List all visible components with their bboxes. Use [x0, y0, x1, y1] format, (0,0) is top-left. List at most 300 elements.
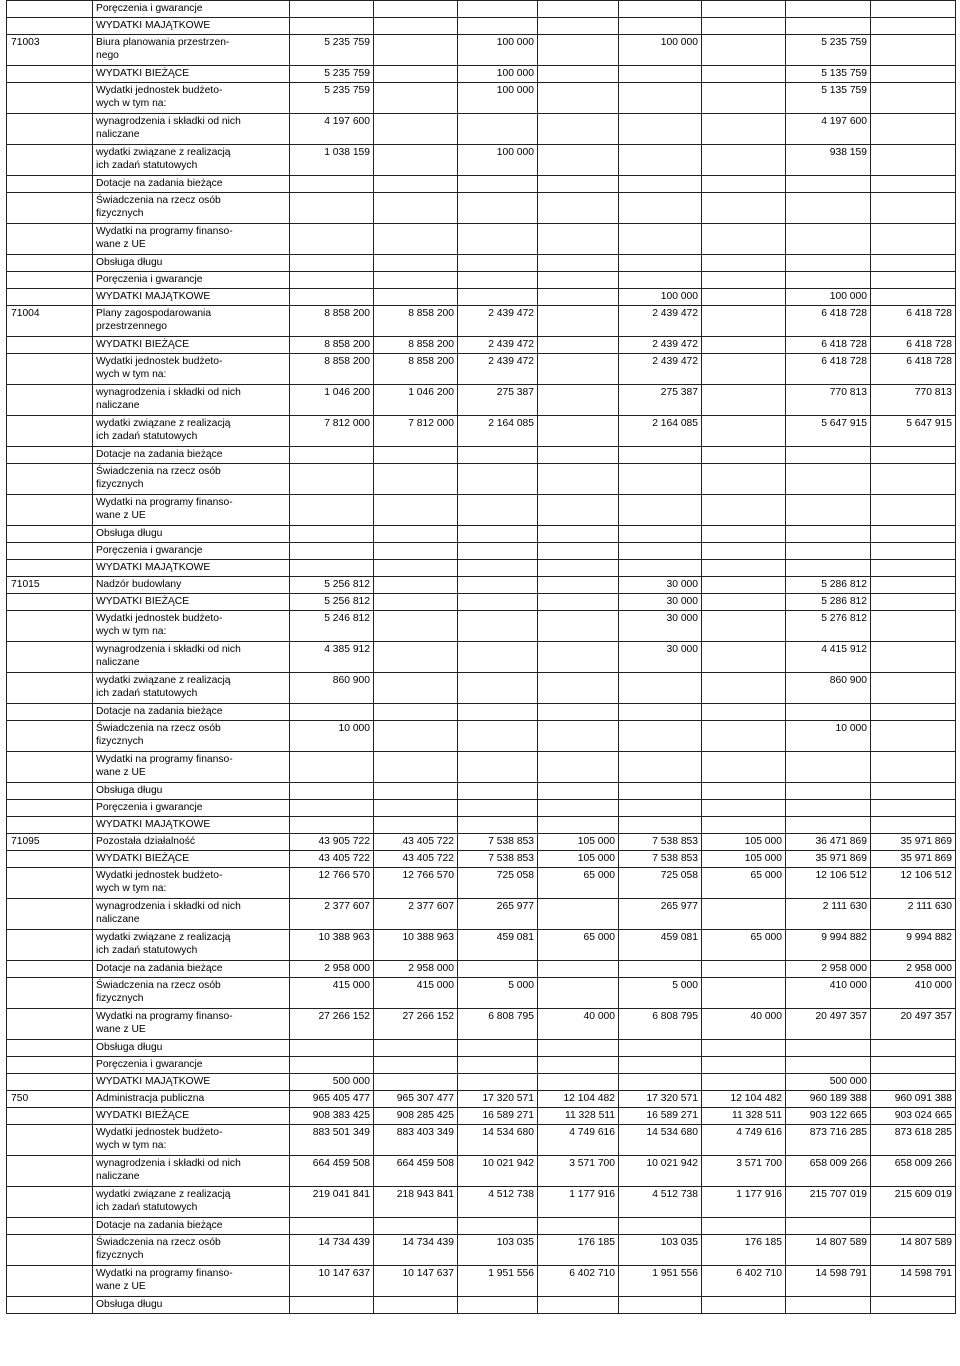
amount-cell — [786, 1218, 871, 1235]
amount-cell: 2 439 472 — [458, 337, 538, 354]
amount-cell: 65 000 — [702, 930, 786, 961]
amount-cell — [538, 289, 619, 306]
amount-cell — [702, 354, 786, 385]
amount-cell: 873 716 285 — [786, 1125, 871, 1156]
table-row — [7, 464, 956, 495]
row-label: wydatki związane z realizacją ich zadań statutowych — [93, 930, 290, 961]
amount-cell — [374, 721, 458, 752]
row-label: WYDATKI MAJĄTKOWE — [93, 289, 290, 306]
amount-cell — [290, 752, 374, 783]
amount-cell: 100 000 — [619, 35, 702, 66]
row-label: Świadczenia na rzecz osób fizycznych — [93, 978, 290, 1009]
amount-cell — [290, 224, 374, 255]
row-label: wydatki związane z realizacją ich zadań statutowych — [93, 673, 290, 704]
amount-cell — [538, 704, 619, 721]
amount-cell: 658 009 266 — [871, 1156, 956, 1187]
amount-cell — [871, 800, 956, 817]
amount-cell — [538, 577, 619, 594]
amount-cell: 6 402 710 — [702, 1266, 786, 1297]
amount-cell — [290, 543, 374, 560]
row-label: WYDATKI BIEŻĄCE — [93, 594, 290, 611]
section-code: 71004 — [7, 306, 93, 337]
amount-cell: 65 000 — [538, 930, 619, 961]
amount-cell — [786, 272, 871, 289]
row-label: wynagrodzenia i składki od nich naliczane — [93, 1156, 290, 1187]
table-row — [7, 543, 956, 560]
amount-cell: 14 534 680 — [458, 1125, 538, 1156]
amount-cell — [458, 721, 538, 752]
amount-cell: 2 377 607 — [374, 899, 458, 930]
amount-cell — [538, 224, 619, 255]
budget-table-body — [7, 1, 956, 1314]
table-row — [7, 114, 956, 145]
amount-cell — [458, 1040, 538, 1057]
amount-cell — [702, 83, 786, 114]
row-label: Poręczenia i gwarancje — [93, 543, 290, 560]
amount-cell — [290, 1218, 374, 1235]
table-row — [7, 1057, 956, 1074]
amount-cell: 11 328 511 — [538, 1108, 619, 1125]
section-code — [7, 145, 93, 176]
amount-cell: 5 235 759 — [290, 83, 374, 114]
row-label: Wydatki na programy finanso- wane z UE — [93, 1009, 290, 1040]
amount-cell — [702, 961, 786, 978]
amount-cell: 9 994 882 — [871, 930, 956, 961]
amount-cell: 5 286 812 — [786, 594, 871, 611]
amount-cell — [538, 1074, 619, 1091]
amount-cell: 2 958 000 — [786, 961, 871, 978]
amount-cell: 10 021 942 — [458, 1156, 538, 1187]
row-label: wynagrodzenia i składki od nich naliczane — [93, 385, 290, 416]
row-label: Nadzór budowlany — [93, 577, 290, 594]
amount-cell — [619, 255, 702, 272]
amount-cell — [702, 145, 786, 176]
amount-cell — [871, 114, 956, 145]
amount-cell — [374, 83, 458, 114]
amount-cell — [458, 752, 538, 783]
table-row — [7, 18, 956, 35]
amount-cell — [871, 1074, 956, 1091]
amount-cell: 410 000 — [786, 978, 871, 1009]
table-row — [7, 145, 956, 176]
table-row — [7, 354, 956, 385]
section-code — [7, 1074, 93, 1091]
amount-cell: 265 977 — [619, 899, 702, 930]
amount-cell: 12 766 570 — [374, 868, 458, 899]
amount-cell — [702, 255, 786, 272]
amount-cell — [619, 66, 702, 83]
amount-cell — [702, 385, 786, 416]
amount-cell: 4 512 738 — [619, 1187, 702, 1218]
amount-cell: 5 235 759 — [786, 35, 871, 66]
row-label: Plany zagospodarowania przestrzennego — [93, 306, 290, 337]
table-row — [7, 834, 956, 851]
amount-cell — [871, 289, 956, 306]
section-code — [7, 752, 93, 783]
table-row — [7, 447, 956, 464]
amount-cell: 30 000 — [619, 642, 702, 673]
amount-cell — [538, 272, 619, 289]
table-row — [7, 66, 956, 83]
table-row — [7, 193, 956, 224]
amount-cell: 2 164 085 — [458, 416, 538, 447]
row-label: Świadczenia na rzecz osób fizycznych — [93, 193, 290, 224]
amount-cell — [619, 1218, 702, 1235]
table-row — [7, 1091, 956, 1108]
amount-cell — [374, 18, 458, 35]
amount-cell — [290, 783, 374, 800]
amount-cell — [871, 447, 956, 464]
amount-cell: 2 439 472 — [458, 306, 538, 337]
amount-cell — [374, 611, 458, 642]
amount-cell — [538, 337, 619, 354]
row-label: wydatki związane z realizacją ich zadań statutowych — [93, 1187, 290, 1218]
amount-cell: 6 418 728 — [871, 354, 956, 385]
amount-cell: 14 734 439 — [374, 1235, 458, 1266]
amount-cell: 6 418 728 — [786, 306, 871, 337]
section-code — [7, 176, 93, 193]
amount-cell — [619, 800, 702, 817]
amount-cell — [871, 1297, 956, 1314]
amount-cell — [619, 526, 702, 543]
amount-cell — [374, 66, 458, 83]
amount-cell: 105 000 — [538, 851, 619, 868]
amount-cell: 10 000 — [290, 721, 374, 752]
table-row — [7, 416, 956, 447]
section-code: 71015 — [7, 577, 93, 594]
amount-cell — [458, 560, 538, 577]
amount-cell — [538, 35, 619, 66]
amount-cell: 6 808 795 — [619, 1009, 702, 1040]
amount-cell — [458, 193, 538, 224]
amount-cell: 2 377 607 — [290, 899, 374, 930]
amount-cell: 960 091 388 — [871, 1091, 956, 1108]
amount-cell: 100 000 — [619, 289, 702, 306]
table-row — [7, 800, 956, 817]
amount-cell — [458, 704, 538, 721]
amount-cell: 908 383 425 — [290, 1108, 374, 1125]
amount-cell — [290, 817, 374, 834]
amount-cell — [702, 35, 786, 66]
amount-cell: 5 135 759 — [786, 66, 871, 83]
amount-cell: 7 538 853 — [619, 834, 702, 851]
amount-cell — [702, 1297, 786, 1314]
table-row — [7, 1040, 956, 1057]
amount-cell — [619, 1074, 702, 1091]
amount-cell — [538, 255, 619, 272]
amount-cell — [458, 673, 538, 704]
amount-cell: 14 598 791 — [871, 1266, 956, 1297]
amount-cell: 2 111 630 — [871, 899, 956, 930]
table-row — [7, 577, 956, 594]
amount-cell — [786, 193, 871, 224]
table-row — [7, 817, 956, 834]
amount-cell: 7 812 000 — [290, 416, 374, 447]
section-code — [7, 1266, 93, 1297]
amount-cell: 7 538 853 — [619, 851, 702, 868]
amount-cell — [538, 611, 619, 642]
amount-cell: 4 749 616 — [538, 1125, 619, 1156]
amount-cell: 5 647 915 — [871, 416, 956, 447]
amount-cell — [702, 899, 786, 930]
row-label: WYDATKI BIEŻĄCE — [93, 851, 290, 868]
amount-cell — [538, 1297, 619, 1314]
amount-cell — [458, 18, 538, 35]
amount-cell — [374, 224, 458, 255]
amount-cell — [702, 543, 786, 560]
section-code — [7, 817, 93, 834]
amount-cell — [702, 642, 786, 673]
amount-cell — [619, 145, 702, 176]
amount-cell — [290, 193, 374, 224]
amount-cell: 1 951 556 — [619, 1266, 702, 1297]
amount-cell: 10 147 637 — [290, 1266, 374, 1297]
amount-cell: 7 812 000 — [374, 416, 458, 447]
amount-cell: 4 415 912 — [786, 642, 871, 673]
section-code — [7, 193, 93, 224]
amount-cell — [702, 704, 786, 721]
amount-cell — [786, 447, 871, 464]
section-code — [7, 1057, 93, 1074]
amount-cell: 4 197 600 — [290, 114, 374, 145]
amount-cell: 2 958 000 — [374, 961, 458, 978]
amount-cell — [871, 642, 956, 673]
table-row — [7, 1156, 956, 1187]
amount-cell — [619, 721, 702, 752]
table-row — [7, 35, 956, 66]
amount-cell: 100 000 — [458, 83, 538, 114]
amount-cell — [538, 560, 619, 577]
amount-cell — [702, 783, 786, 800]
table-row — [7, 385, 956, 416]
amount-cell — [374, 752, 458, 783]
amount-cell — [871, 1, 956, 18]
row-label: WYDATKI BIEŻĄCE — [93, 66, 290, 83]
table-row — [7, 752, 956, 783]
section-code — [7, 783, 93, 800]
row-label: wydatki związane z realizacją ich zadań statutowych — [93, 416, 290, 447]
amount-cell — [702, 577, 786, 594]
section-code — [7, 673, 93, 704]
amount-cell: 8 858 200 — [290, 354, 374, 385]
table-row — [7, 526, 956, 543]
amount-cell: 30 000 — [619, 611, 702, 642]
amount-cell: 30 000 — [619, 577, 702, 594]
amount-cell — [786, 783, 871, 800]
amount-cell: 12 104 482 — [538, 1091, 619, 1108]
amount-cell: 5 647 915 — [786, 416, 871, 447]
amount-cell — [619, 543, 702, 560]
amount-cell: 219 041 841 — [290, 1187, 374, 1218]
amount-cell — [619, 18, 702, 35]
amount-cell — [290, 18, 374, 35]
amount-cell — [619, 464, 702, 495]
amount-cell: 275 387 — [619, 385, 702, 416]
amount-cell: 658 009 266 — [786, 1156, 871, 1187]
amount-cell — [702, 272, 786, 289]
amount-cell: 860 900 — [786, 673, 871, 704]
amount-cell — [538, 83, 619, 114]
amount-cell — [538, 1057, 619, 1074]
amount-cell — [619, 83, 702, 114]
amount-cell — [538, 416, 619, 447]
amount-cell — [290, 526, 374, 543]
row-label: wynagrodzenia i składki od nich naliczane — [93, 642, 290, 673]
amount-cell: 14 807 589 — [786, 1235, 871, 1266]
amount-cell — [619, 783, 702, 800]
amount-cell: 6 418 728 — [786, 337, 871, 354]
row-label: Obsługa długu — [93, 783, 290, 800]
section-code — [7, 66, 93, 83]
amount-cell — [290, 704, 374, 721]
section-code — [7, 495, 93, 526]
amount-cell — [619, 176, 702, 193]
amount-cell: 11 328 511 — [702, 1108, 786, 1125]
amount-cell — [290, 1297, 374, 1314]
amount-cell — [538, 1218, 619, 1235]
budget-table — [6, 0, 956, 1314]
amount-cell — [538, 176, 619, 193]
row-label: Obsługa długu — [93, 1040, 290, 1057]
table-row — [7, 1187, 956, 1218]
section-code — [7, 416, 93, 447]
amount-cell — [538, 464, 619, 495]
amount-cell — [871, 721, 956, 752]
amount-cell — [374, 1218, 458, 1235]
amount-cell — [374, 594, 458, 611]
amount-cell: 9 994 882 — [786, 930, 871, 961]
amount-cell: 65 000 — [538, 868, 619, 899]
section-code — [7, 868, 93, 899]
amount-cell: 2 958 000 — [871, 961, 956, 978]
amount-cell — [786, 464, 871, 495]
amount-cell: 8 858 200 — [374, 306, 458, 337]
amount-cell: 6 808 795 — [458, 1009, 538, 1040]
row-label: Poręczenia i gwarancje — [93, 1, 290, 18]
amount-cell — [871, 18, 956, 35]
amount-cell: 8 858 200 — [374, 354, 458, 385]
amount-cell — [786, 255, 871, 272]
amount-cell — [374, 114, 458, 145]
amount-cell — [619, 1057, 702, 1074]
amount-cell — [538, 385, 619, 416]
row-label: Biura planowania przestrzen- nego — [93, 35, 290, 66]
amount-cell — [458, 289, 538, 306]
amount-cell — [374, 145, 458, 176]
table-row — [7, 868, 956, 899]
section-code — [7, 642, 93, 673]
section-code — [7, 899, 93, 930]
amount-cell — [538, 673, 619, 704]
amount-cell — [702, 800, 786, 817]
amount-cell: 218 943 841 — [374, 1187, 458, 1218]
amount-cell — [538, 961, 619, 978]
amount-cell: 14 534 680 — [619, 1125, 702, 1156]
amount-cell: 459 081 — [458, 930, 538, 961]
row-label: Dotacje na zadania bieżące — [93, 961, 290, 978]
section-code — [7, 721, 93, 752]
amount-cell — [458, 611, 538, 642]
amount-cell — [619, 224, 702, 255]
section-code — [7, 289, 93, 306]
section-code — [7, 1009, 93, 1040]
amount-cell — [702, 1040, 786, 1057]
amount-cell — [871, 145, 956, 176]
amount-cell: 8 858 200 — [290, 337, 374, 354]
amount-cell — [786, 800, 871, 817]
amount-cell — [786, 224, 871, 255]
section-code — [7, 1235, 93, 1266]
amount-cell — [538, 978, 619, 1009]
amount-cell: 176 185 — [538, 1235, 619, 1266]
amount-cell — [374, 176, 458, 193]
row-label: Dotacje na zadania bieżące — [93, 1218, 290, 1235]
amount-cell — [702, 306, 786, 337]
row-label: Poręczenia i gwarancje — [93, 272, 290, 289]
amount-cell: 500 000 — [290, 1074, 374, 1091]
amount-cell — [871, 1057, 956, 1074]
amount-cell: 27 266 152 — [290, 1009, 374, 1040]
amount-cell — [619, 447, 702, 464]
amount-cell — [702, 1, 786, 18]
amount-cell — [538, 66, 619, 83]
amount-cell: 883 403 349 — [374, 1125, 458, 1156]
amount-cell: 10 000 — [786, 721, 871, 752]
amount-cell: 1 046 200 — [290, 385, 374, 416]
amount-cell — [619, 1, 702, 18]
amount-cell — [374, 783, 458, 800]
amount-cell — [374, 800, 458, 817]
amount-cell — [458, 272, 538, 289]
amount-cell: 5 235 759 — [290, 66, 374, 83]
amount-cell: 2 439 472 — [619, 306, 702, 337]
section-code — [7, 1297, 93, 1314]
section-code — [7, 1, 93, 18]
amount-cell: 14 734 439 — [290, 1235, 374, 1266]
row-label: wydatki związane z realizacją ich zadań statutowych — [93, 145, 290, 176]
section-code — [7, 704, 93, 721]
amount-cell — [786, 817, 871, 834]
section-code — [7, 18, 93, 35]
amount-cell: 938 159 — [786, 145, 871, 176]
row-label: Wydatki na programy finanso- wane z UE — [93, 495, 290, 526]
row-label: Pozostała działalność — [93, 834, 290, 851]
amount-cell — [458, 495, 538, 526]
section-code — [7, 611, 93, 642]
amount-cell — [458, 1297, 538, 1314]
table-row — [7, 306, 956, 337]
section-code — [7, 961, 93, 978]
amount-cell: 664 459 508 — [290, 1156, 374, 1187]
amount-cell — [374, 495, 458, 526]
section-code: 750 — [7, 1091, 93, 1108]
section-code — [7, 930, 93, 961]
section-code: 71003 — [7, 35, 93, 66]
amount-cell — [538, 1040, 619, 1057]
amount-cell — [458, 176, 538, 193]
amount-cell — [458, 783, 538, 800]
amount-cell: 20 497 357 — [871, 1009, 956, 1040]
amount-cell — [458, 961, 538, 978]
amount-cell — [619, 114, 702, 145]
amount-cell: 3 571 700 — [538, 1156, 619, 1187]
amount-cell: 65 000 — [702, 868, 786, 899]
table-row — [7, 978, 956, 1009]
amount-cell — [702, 176, 786, 193]
amount-cell — [538, 817, 619, 834]
table-row — [7, 704, 956, 721]
amount-cell: 5 246 812 — [290, 611, 374, 642]
